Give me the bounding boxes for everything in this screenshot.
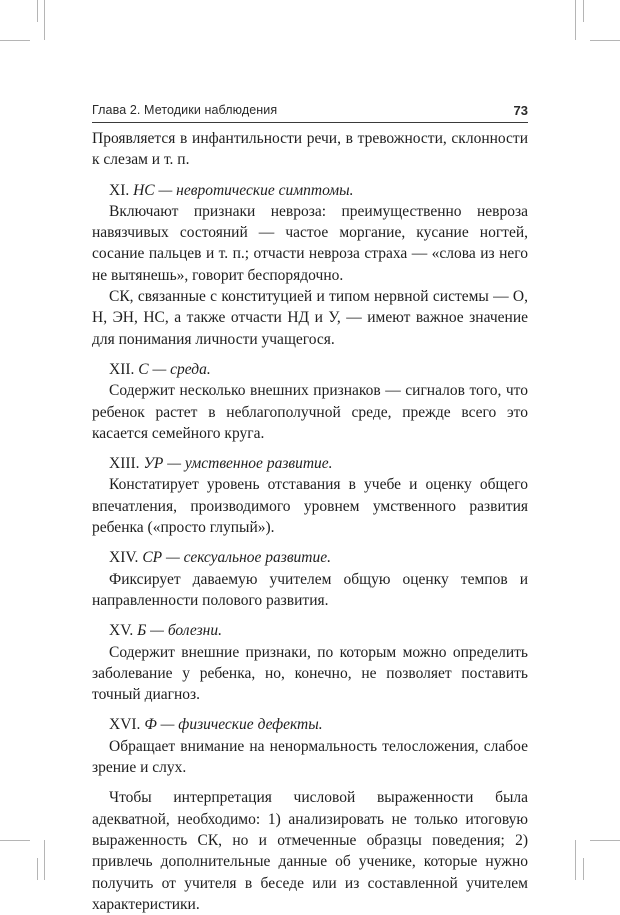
section-title: С — среда. [138,360,211,378]
paragraph: Содержит внешние признаки, по которым можно определить заболевание у ребенка, но, конечно, не позволяет поставить точный диагноз. [92,643,528,704]
crop-mark [37,0,38,22]
paragraph: Констатирует уровень отставания в учебе и оценку общего впечатления, производимого уровнем умственного развития ребенка («просто глупый»). [92,476,528,537]
crop-mark [44,0,45,40]
section-number: XV. [109,622,134,640]
running-head [92,101,528,121]
section-number: XII. [109,360,135,378]
crop-mark [590,840,620,841]
crop-mark [575,0,576,40]
section-heading [92,180,528,201]
paragraph: СК, связанные с конституцией и типом нервной системы — О, Н, ЭН, НС, а также отчасти НД и У, — имеют важное значение для понимания личности учащегося. [92,288,528,348]
section-number: XVI. [109,716,141,734]
paragraph: Обращает внимание на ненормальность телосложения, слабое зрение и слух. [92,737,528,777]
section-title: СР — сексуальное развитие. [142,549,331,567]
section-title: Б — болезни. [137,622,222,640]
section-number: XI. [109,181,130,199]
crop-mark [583,0,584,22]
section-title: УР — умственное развитие. [143,455,333,473]
crop-mark [44,840,45,880]
crop-mark [37,858,38,880]
section-heading [92,714,528,735]
page-number: 73 [513,103,528,118]
paragraph: Проявляется в инфантильности речи, в тревожности, склонности к слезам и т. п. [92,130,528,169]
section-number: XIII. [109,455,140,473]
crop-mark [0,40,30,41]
section-title: Ф — физические дефекты. [144,716,323,734]
paragraph: Содержит несколько внешних признаков — сигналов того, что ребенок растет в неблагополучной среде, прежде всего это касается семейного круга. [92,382,528,442]
paragraph: Чтобы интерпретация числовой выраженности была адекватной, необходимо: 1) анализировать не только итоговую выраженность СК, но и отмеченные образцы поведения; 2) привлечь дополнительные данные об ученике, которые нужно получить от учителя в беседе или из составленной учителем характеристики. [92,789,528,913]
section-title: НС — невротические симптомы. [133,181,354,199]
crop-mark [590,40,620,41]
section-heading [92,620,528,641]
chapter-title: Глава 2. Методики наблюдения [92,103,278,117]
crop-mark [0,840,30,841]
crop-mark [575,840,576,880]
paragraph: Включают признаки невроза: преимущественно невроза навязчивых состояний — частое моргание, кусание ногтей, сосание пальцев и т. п.; отчасти невроза страха — «слова из него не вытянешь», говорит беспорядочно. [92,202,528,284]
header-rule [92,122,528,123]
section-number: XIV. [109,549,139,567]
paragraph: Фиксирует даваемую учителем общую оценку темпов и направленности полового развития. [92,570,528,609]
crop-mark [583,858,584,880]
section-heading [92,359,528,380]
page-body [92,128,528,915]
section-heading [92,453,528,474]
section-heading [92,547,528,568]
